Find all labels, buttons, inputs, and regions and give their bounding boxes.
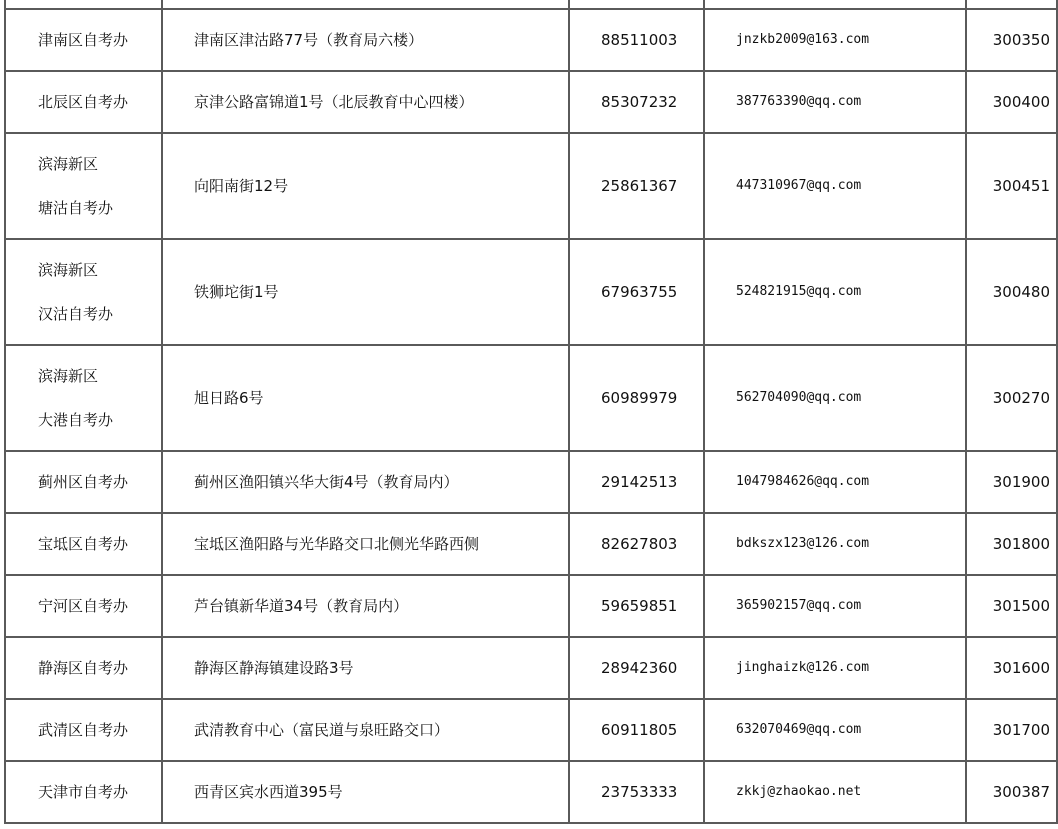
office-name-line-1: 滨海新区 [38,261,99,279]
table-row [5,761,1057,823]
zip-code-cell: 301500 [966,575,1057,637]
zip-code-cell: 301600 [966,637,1057,699]
office-name-cell [5,133,162,239]
email-cell: 365902157@qq.com [704,575,966,637]
email-cell: jnzkb2009@163.com [704,9,966,71]
phone-cell: 82627803 [569,513,704,575]
table-row-partial [5,0,1057,9]
office-name-cell [5,345,162,451]
office-name-cell: 静海区自考办 [5,637,162,699]
office-name-line-2: 汉沽自考办 [38,305,114,323]
phone-cell: 25861367 [569,133,704,239]
phone-cell: 29142513 [569,451,704,513]
address-cell: 蓟州区渔阳镇兴华大街4号（教育局内） [162,451,569,513]
table-row [5,575,1057,637]
email-cell: 524821915@qq.com [704,239,966,345]
office-name-cell: 蓟州区自考办 [5,451,162,513]
zip-code-cell: 301700 [966,699,1057,761]
table-row [5,699,1057,761]
address-cell: 铁狮坨街1号 [162,239,569,345]
address-cell: 宝坻区渔阳路与光华路交口北侧光华路西侧 [162,513,569,575]
zip-code-cell: 300480 [966,239,1057,345]
office-name-line-1: 滨海新区 [38,155,99,173]
address-cell: 京津公路富锦道1号（北辰教育中心四楼） [162,71,569,133]
address-cell: 旭日路6号 [162,345,569,451]
table-row [5,345,1057,451]
table-row [5,513,1057,575]
address-cell: 静海区静海镇建设路3号 [162,637,569,699]
email-cell: 562704090@qq.com [704,345,966,451]
email-cell: 632070469@qq.com [704,699,966,761]
email-cell: bdkszx123@126.com [704,513,966,575]
phone-cell: 85307232 [569,71,704,133]
email-cell: zkkj@zhaokao.net [704,761,966,823]
address-cell: 西青区宾水西道395号 [162,761,569,823]
table-row [5,133,1057,239]
office-name-line-2: 塘沽自考办 [38,199,114,217]
table-row [5,239,1057,345]
phone-cell: 23753333 [569,761,704,823]
zip-code-cell: 301900 [966,451,1057,513]
office-name-cell: 宝坻区自考办 [5,513,162,575]
phone-cell: 28942360 [569,637,704,699]
office-name-line-2: 大港自考办 [38,411,114,429]
table-row [5,71,1057,133]
zip-code-cell: 300270 [966,345,1057,451]
table-row [5,637,1057,699]
zip-code-cell: 300400 [966,71,1057,133]
phone-cell: 60911805 [569,699,704,761]
zip-code-cell: 300387 [966,761,1057,823]
table-row [5,451,1057,513]
address-cell: 向阳南街12号 [162,133,569,239]
address-cell: 武清教育中心（富民道与泉旺路交口） [162,699,569,761]
office-name-cell: 宁河区自考办 [5,575,162,637]
zip-code-cell: 301800 [966,513,1057,575]
address-cell: 津南区津沽路77号（教育局六楼） [162,9,569,71]
office-name-cell: 津南区自考办 [5,9,162,71]
email-cell: jinghaizk@126.com [704,637,966,699]
email-cell: 447310967@qq.com [704,133,966,239]
email-cell: 1047984626@qq.com [704,451,966,513]
zip-code-cell: 300350 [966,9,1057,71]
exam-office-contact-table [4,0,1058,824]
office-name-cell: 北辰区自考办 [5,71,162,133]
office-name-line-1: 滨海新区 [38,367,99,385]
phone-cell: 59659851 [569,575,704,637]
phone-cell: 67963755 [569,239,704,345]
office-name-cell: 武清区自考办 [5,699,162,761]
table-row [5,9,1057,71]
phone-cell: 60989979 [569,345,704,451]
phone-cell: 88511003 [569,9,704,71]
office-name-cell [5,239,162,345]
zip-code-cell: 300451 [966,133,1057,239]
email-cell: 387763390@qq.com [704,71,966,133]
address-cell: 芦台镇新华道34号（教育局内） [162,575,569,637]
office-name-cell: 天津市自考办 [5,761,162,823]
